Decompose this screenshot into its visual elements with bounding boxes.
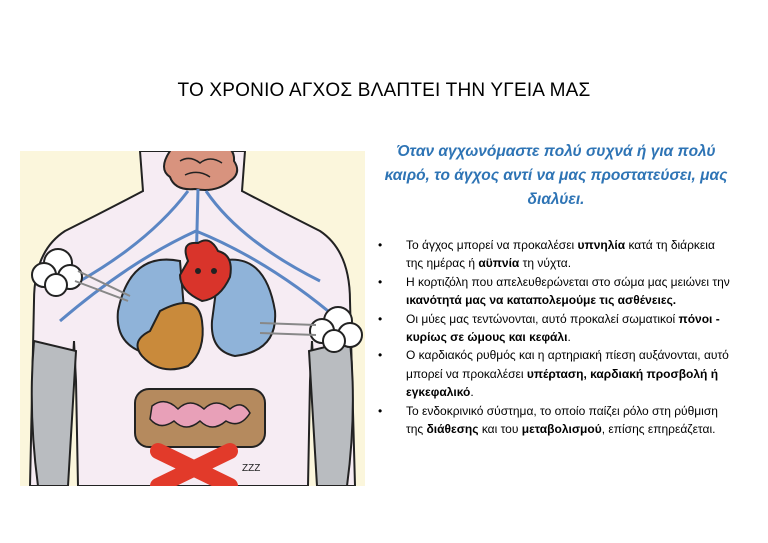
- bullet-item: [372, 402, 730, 439]
- stress-effects-list: [372, 236, 730, 438]
- bullet-text: .: [470, 385, 474, 400]
- bullet-dot-icon: •: [378, 311, 383, 326]
- bullet-text: Το άγχος μπορεί να προκαλέσει: [406, 238, 578, 252]
- bullet-text: Οι μύες μας τεντώνονται, αυτό προκαλεί σωματικοί: [406, 311, 679, 326]
- bullet-emphasis: μεταβολισμού: [521, 422, 602, 437]
- bullet-dot-icon: •: [378, 274, 383, 289]
- subtitle-quote: Όταν αγχωνόμαστε πολύ συχνά ή για πολύ καιρό, το άγχος αντί να μας προστατεύσει, μας διαλύει.: [384, 143, 728, 208]
- body-organs-illustration: [20, 151, 365, 486]
- sleep-mark: ZZZ: [242, 463, 261, 474]
- bullet-text: Το ενδοκρινικό σύστημα, το οποίο παίζει ρόλο στη ρύθμιση της: [406, 403, 718, 437]
- bullet-text: τη νύχτα.: [519, 256, 572, 271]
- bullet-dot-icon: •: [378, 238, 383, 252]
- left-arm: [32, 341, 76, 486]
- bullet-emphasis: πόνοι - κυρίως σε ώμους και κεφάλι: [406, 311, 720, 345]
- bullet-emphasis: αϋπνία: [478, 256, 520, 271]
- bullet-emphasis: ικανότητά μας να καταπολεμούμε τις ασθένειες.: [406, 293, 677, 308]
- bullet-emphasis: υπέρταση, καρδιακή προσβολή ή εγκεφαλικό: [406, 366, 719, 400]
- brain: [164, 151, 237, 190]
- bullet-dot-icon: •: [378, 403, 383, 418]
- bullet-text: .: [567, 330, 571, 345]
- bullet-emphasis: υπνηλία: [577, 238, 626, 252]
- bullet-emphasis: διάθεσης: [426, 422, 479, 437]
- bullet-text: , επίσης επηρεάζεται.: [601, 422, 716, 437]
- bullet-dot-icon: •: [378, 348, 383, 363]
- bullet-text: Ο καρδιακός ρυθμός και η αρτηριακή πίεση αυξάνονται, αυτό μπορεί να προκαλέσει: [406, 348, 729, 381]
- bullet-item: [372, 346, 730, 401]
- right-arm: [309, 341, 353, 486]
- bullet-text: κατά τη διάρκεια της ημέρας ή: [406, 238, 715, 271]
- bullet-item: [372, 236, 730, 273]
- bullet-item: [372, 310, 730, 347]
- bullet-text: και του: [478, 422, 522, 437]
- page-title: ΤΟ ΧΡΟΝΙΟ ΑΓΧΟΣ ΒΛΑΠΤΕΙ ΤΗΝ ΥΓΕΙΑ ΜΑΣ: [177, 80, 591, 101]
- bullet-text: Η κορτιζόλη που απελευθερώνεται στο σώμα μας μειώνει την: [406, 274, 730, 289]
- bullet-item: [372, 273, 730, 310]
